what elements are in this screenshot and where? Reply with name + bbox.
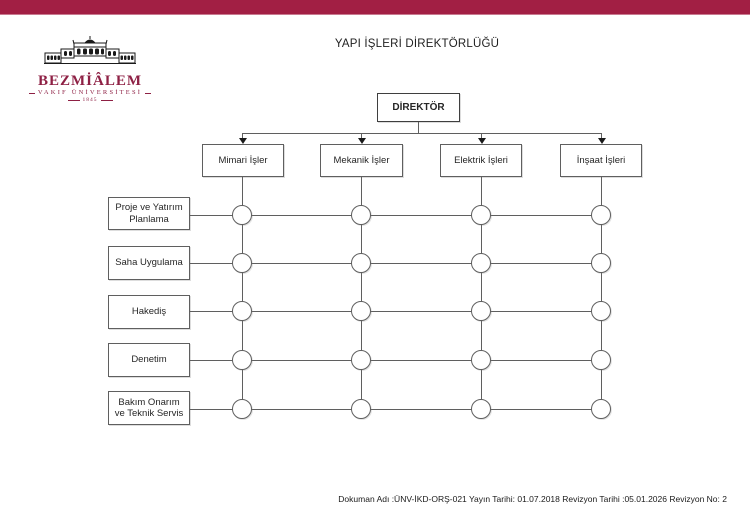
org-box-proje-ve-yatirim-planlama: Proje ve Yatırım Planlama (108, 197, 190, 230)
top-brand-bar (0, 0, 750, 15)
arrowhead-down-icon (239, 138, 247, 144)
org-box-bakim-onarim-ve-teknik-servis: Bakım Onarım ve Teknik Servis (108, 391, 190, 425)
org-box-denetim: Denetim (108, 343, 190, 377)
arrowhead-down-icon (478, 138, 486, 144)
org-box-mekanik-isler: Mekanik İşler (320, 144, 403, 177)
matrix-node (591, 253, 611, 273)
matrix-node (471, 253, 491, 273)
matrix-node (471, 301, 491, 321)
matrix-node (471, 350, 491, 370)
matrix-node (471, 205, 491, 225)
university-logo (30, 36, 150, 104)
matrix-node (351, 253, 371, 273)
matrix-node (232, 205, 252, 225)
matrix-node (351, 399, 371, 419)
org-box-insaat-isleri: İnşaat İşleri (560, 144, 642, 177)
matrix-node (471, 399, 491, 419)
matrix-node (591, 399, 611, 419)
org-box-direktor: DİREKTÖR (377, 93, 460, 122)
matrix-node (591, 205, 611, 225)
org-box-mimari-isler: Mimari İşler (202, 144, 284, 177)
logo-subtitle: VAKIF ÜNİVERSİTESİ (30, 89, 150, 97)
arrowhead-down-icon (358, 138, 366, 144)
matrix-node (232, 253, 252, 273)
arrowhead-down-icon (598, 138, 606, 144)
university-building-icon (44, 36, 136, 72)
matrix-node (591, 301, 611, 321)
logo-wordmark: BEZMİÂLEM (37, 73, 142, 89)
org-box-hakedis: Hakediş (108, 295, 190, 329)
page-title: YAPI İŞLERİ DİREKTÖRLÜĞÜ (334, 38, 500, 50)
org-box-saha-uygulama: Saha Uygulama (108, 246, 190, 280)
matrix-node (351, 301, 371, 321)
matrix-node (351, 350, 371, 370)
matrix-node (232, 350, 252, 370)
document-info-footer: Dokuman Adı :ÜNV-İKD-ORŞ-021 Yayın Tarihi: 01.07.2018 Revizyon Tarihi :05.01.2026 Revizyon No: 2 (338, 494, 727, 504)
matrix-node (591, 350, 611, 370)
matrix-node (351, 205, 371, 225)
connector-stem (418, 122, 419, 133)
logo-founding-year: 1845 (30, 97, 150, 104)
matrix-node (232, 301, 252, 321)
matrix-node (232, 399, 252, 419)
connector-distributor (242, 133, 601, 134)
org-box-elektrik-isleri: Elektrik İşleri (440, 144, 522, 177)
